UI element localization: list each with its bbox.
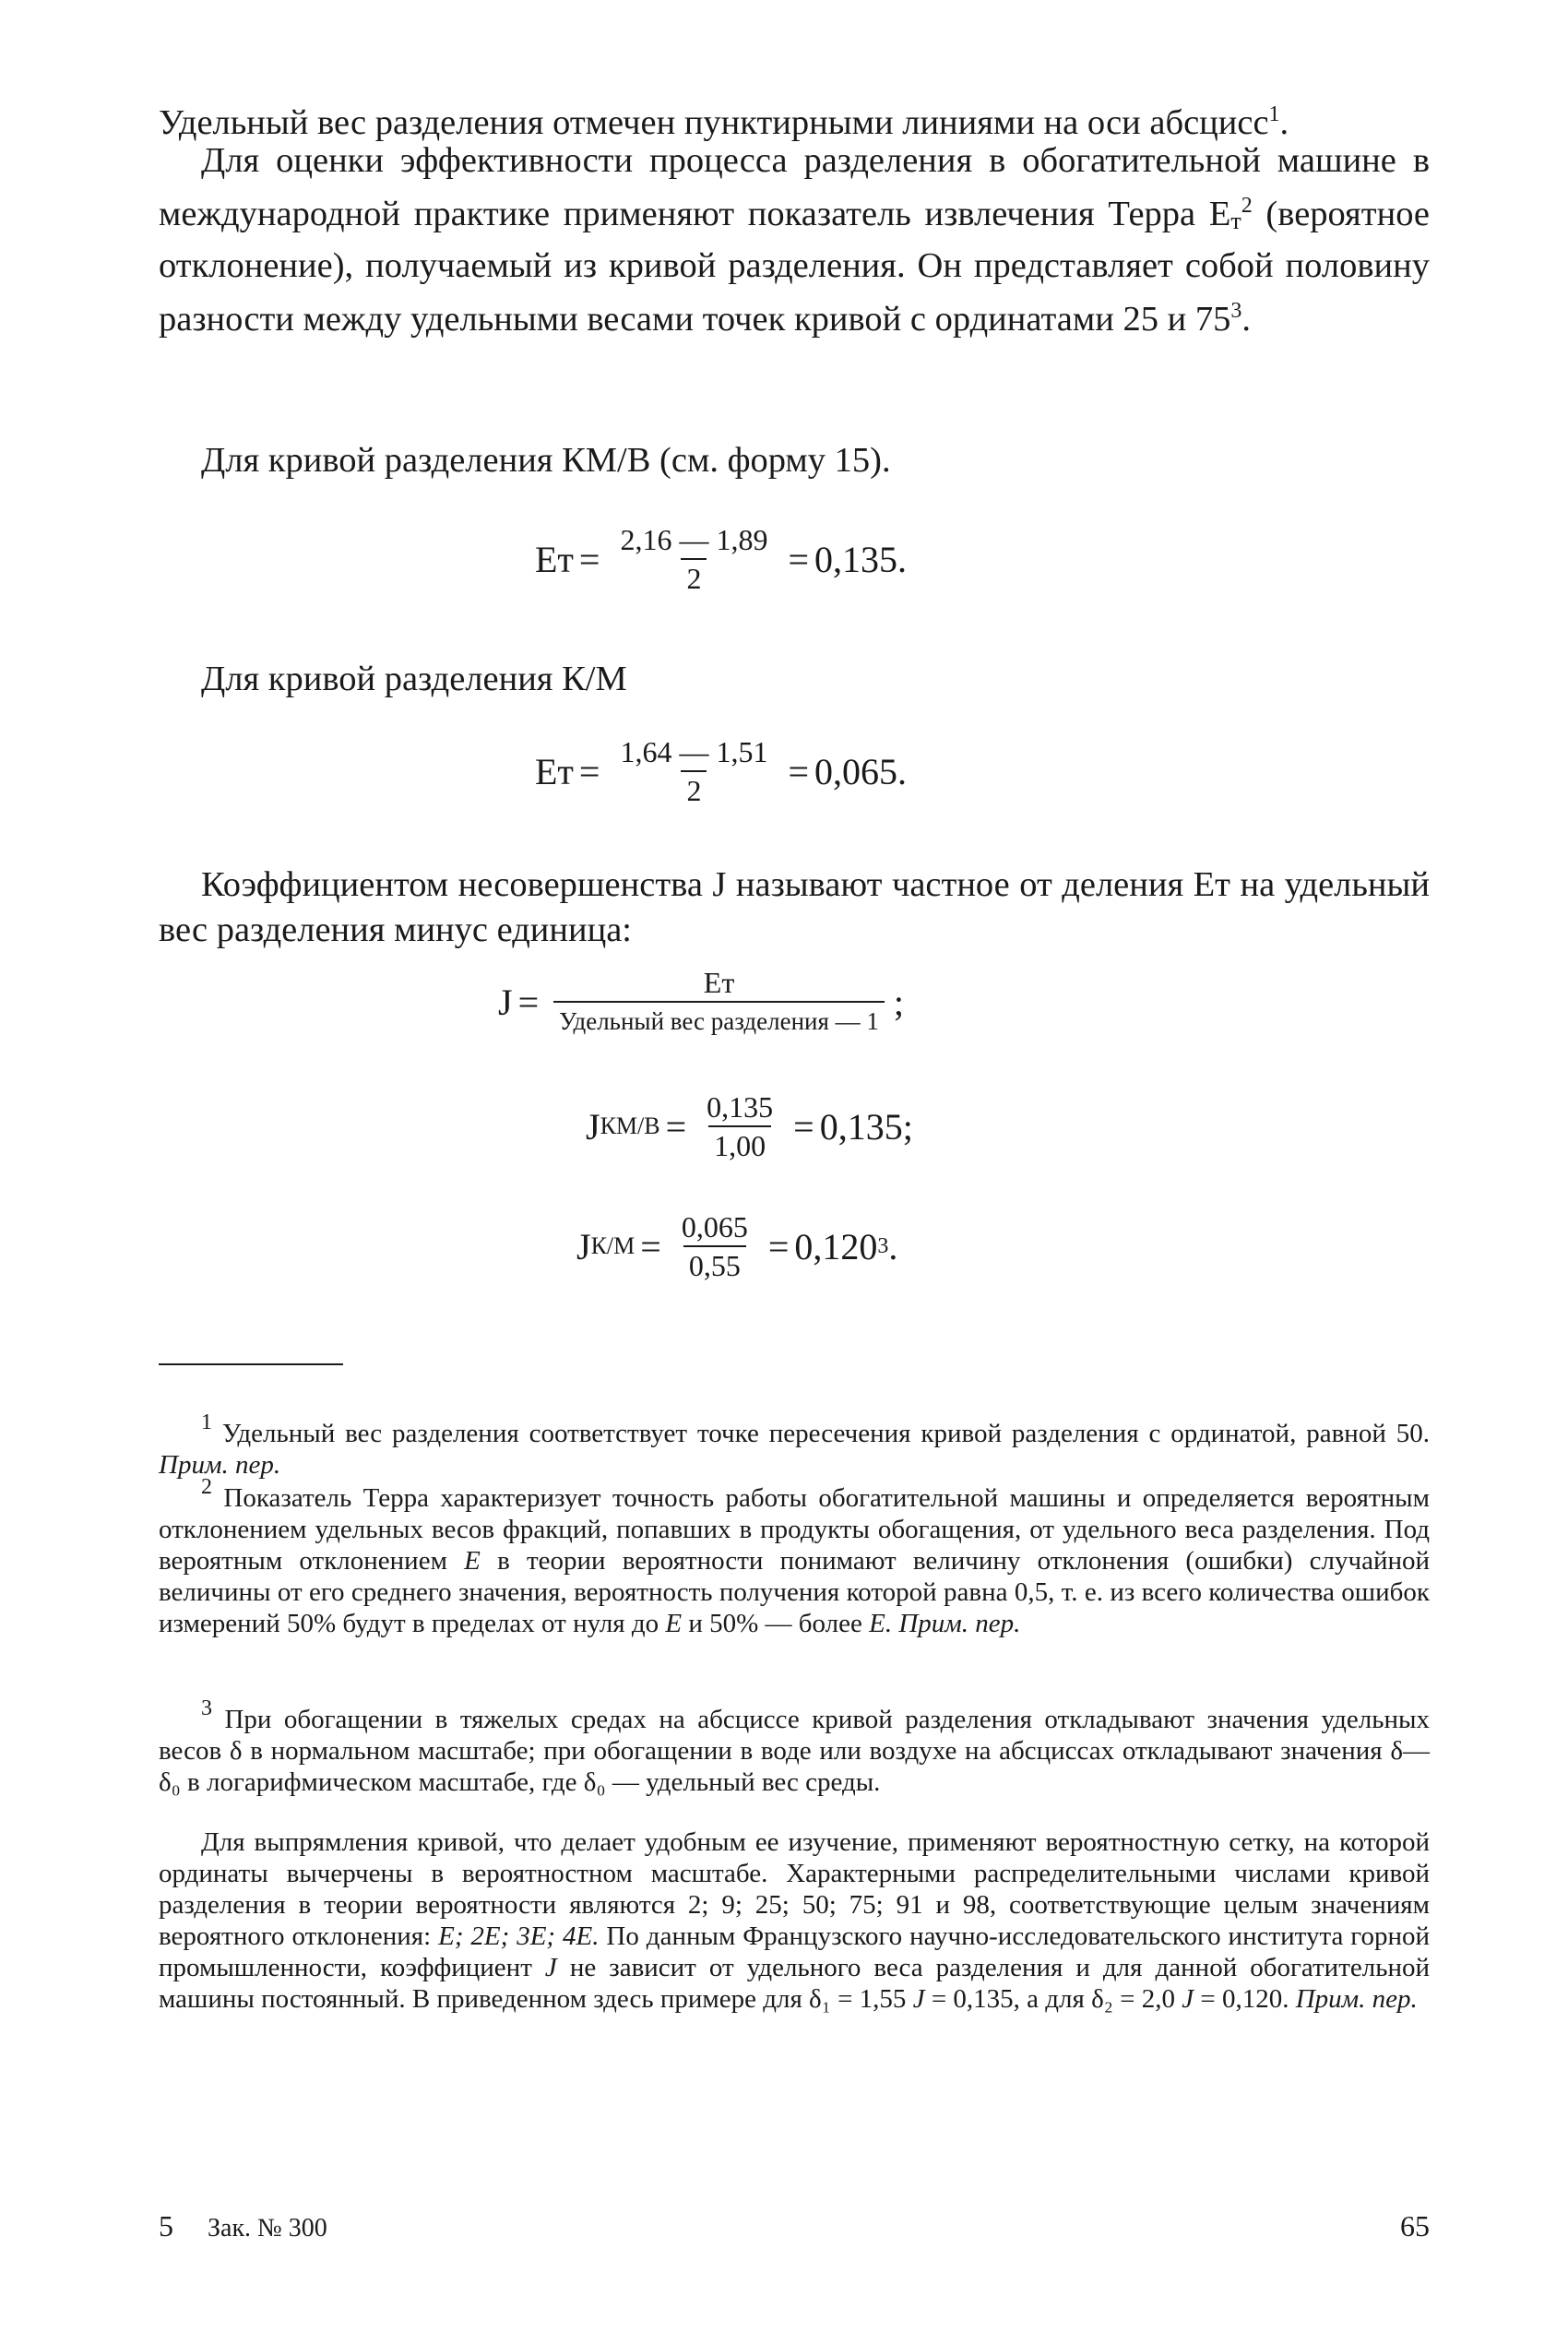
fraction: $\frac{0,065}{0,55}$	[681, 1210, 748, 1282]
paragraph-imperfection-coefficient: Коэффициентом несовершенства J называют частное от деления Eт на удельный вес разделения минус единица:	[159, 865, 1430, 949]
formula-et-k-m: Eт = $\frac{1,64 — 1,51}{2}$ = 0,065.	[535, 735, 908, 807]
footnote-ref-3: 3	[1230, 299, 1242, 323]
formula-et-km-v: Eт = $\frac{2,16 — 1,89}{2}$ = 0,135.	[535, 523, 908, 595]
formula-j-k-m: J К/М = $\frac{0,065}{0,55}$ = 0,120 3 .	[576, 1210, 898, 1282]
printer-signature: 5	[159, 2209, 173, 2243]
footnote-2: $^2$ Показатель Терра характеризует точность работы обогатительной машины и определяется вероятным отклонением удельных весов фракций, попавших в продукты обогащения, от удельного веса разделения. Под вероятным отклонением E в теории вероятности понимают величину отклонения (ошибки) случайной величины от его среднего значения, вероятность получения которой равна 0,5, т. е. из всего количества ошибок измерений 50% будут в пределах от нуля до E и 50% — более E. Прим. пер.	[159, 1475, 1431, 1638]
footnote-3-continuation: Для выпрямления кривой, что делает удобным ее изучение, применяют вероятностную сетку, на которой ординаты вычерчены в вероятностном масштабе. Характерными распределительными числами кривой разделения в теории вероятности являются 2; 9; 25; 50; 75; 91 и 98, соответствующие целым значениям вероятного отклонения: E; 2E; 3E; 4E. По данным Французского научно-исследовательского института горной промышленности, коэффициент J не зависит от удельного веса разделения и для данной обогатительной машины постоянный. В приведенном здесь примере для δ₁ = 1,55 J = 0,135, а для δ₂ = 2,0 J = 0,120. Прим. пер.	[159, 1827, 1430, 2014]
footnote-separator	[159, 1363, 343, 1365]
fraction: $\frac{Eт}{\text{Удельный вес разделения — 1}}$	[553, 964, 885, 1040]
fraction: $\frac{1,64 — 1,51}{2}$	[620, 735, 768, 807]
paragraph-k-m-curve: Для кривой разделения К/М	[201, 660, 627, 698]
page-number: 65	[1400, 2209, 1430, 2243]
paragraph-terra-index: Для оценки эффективности процесса разделения в обогатительной машине в международной практике применяют показатель извлечения Терра $Ет^2$ (вероятное отклонение), получаемый из кривой разделения. Он представляет собой половину разности между удельными весами точек кривой с ординатами 25 и $75^3$.	[159, 141, 1431, 339]
formula-j-km-v: J КМ/В = $\frac{0,135}{1,00}$ = 0,135;	[586, 1090, 913, 1162]
fraction: $\frac{2,16 — 1,89}{2}$	[620, 523, 768, 595]
footnote-ref-2: 2	[1241, 194, 1253, 218]
fraction: $\frac{0,135}{1,00}$	[707, 1090, 774, 1162]
order-number: Зак. № 300	[208, 2214, 327, 2243]
footnote-1: $^1$ Удельный вес разделения соответствует точке пересечения кривой разделения с ординатой, равной 50. Прим. пер.	[159, 1410, 1430, 1480]
paragraph-abscissa: Удельный вес разделения отмечен пунктирными линиями на оси абсцисс$^1$.	[159, 102, 1289, 142]
formula-j-definition: J = $\frac{Eт}{\text{Удельный вес разделения — 1}}$ ;	[498, 964, 904, 1040]
footnote-ref-1: 1	[1268, 102, 1280, 126]
footnote-3: $^3$ При обогащении в тяжелых средах на абсциссе кривой разделения откладывают значения удельных весов δ в нормальном масштабе; при обогащении в воде или воздухе на абсциссах откладывают значения δ—δ₀ в логарифмическом масштабе, где δ₀ — удельный вес среды.	[159, 1696, 1430, 1797]
paragraph-km-v-curve: Для кривой разделения КМ/В (см. форму 15).	[201, 441, 891, 480]
